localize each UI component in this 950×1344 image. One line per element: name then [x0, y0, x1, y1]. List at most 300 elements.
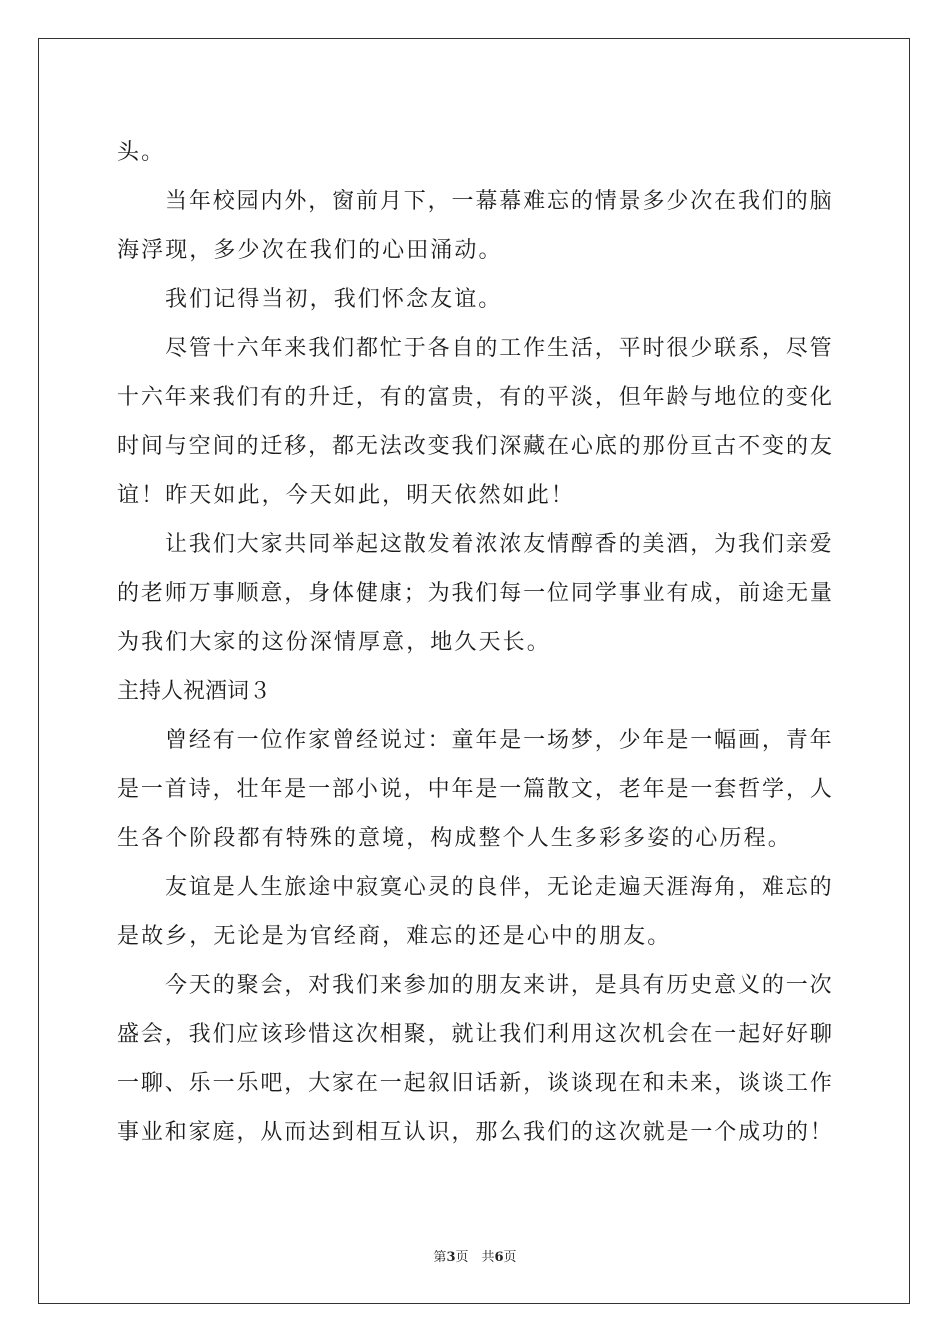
- text-char: 的: [117, 581, 140, 606]
- text-char: 一: [451, 189, 474, 214]
- text-line: [117, 765, 832, 814]
- text-char: ，: [714, 1071, 737, 1096]
- text-char: 底: [594, 434, 617, 459]
- text-char: 乐: [188, 1071, 211, 1096]
- text-char: 成: [738, 1120, 761, 1145]
- text-char: ，: [761, 336, 784, 361]
- text-char: 事: [618, 581, 641, 606]
- text-char: 情: [594, 189, 617, 214]
- text-char: 工: [499, 336, 522, 361]
- text-char: ，: [403, 777, 426, 802]
- text-char: 时: [117, 434, 140, 459]
- text-char: 加: [427, 973, 450, 998]
- text-char: ，: [284, 581, 307, 606]
- text-char: 途: [308, 875, 331, 900]
- text-line: [117, 1108, 832, 1157]
- text-char: 家: [260, 532, 283, 557]
- page-separator: 页 共: [455, 1250, 495, 1265]
- page-number-footer: [0, 1246, 950, 1265]
- text-char: 万: [188, 581, 211, 606]
- text-char: 论: [570, 875, 593, 900]
- text-char: 共: [284, 532, 307, 557]
- text-char: 次: [618, 1120, 641, 1145]
- text-line: [117, 863, 832, 912]
- text-char: 作: [809, 1071, 832, 1096]
- text-char: 经: [188, 728, 211, 753]
- text-char: 生: [260, 875, 283, 900]
- text-char: ，: [570, 973, 593, 998]
- text-char: 有: [379, 385, 402, 410]
- text-char: 一: [690, 777, 713, 802]
- text-char: 位: [547, 581, 570, 606]
- text-char: 曾: [332, 728, 355, 753]
- text-char: 着: [451, 532, 474, 557]
- text-char: 用: [570, 1022, 593, 1047]
- text-char: 系: [738, 336, 761, 361]
- text-char: 意: [714, 973, 737, 998]
- text-char: 的: [451, 973, 474, 998]
- text-char: 朋: [475, 973, 498, 998]
- text-char: 在: [547, 434, 570, 459]
- text-char: 旅: [284, 875, 307, 900]
- text-line: [117, 961, 832, 1010]
- text-line: [117, 716, 832, 765]
- text-char: 的: [785, 1120, 808, 1145]
- text-char: 场: [547, 728, 570, 753]
- text-char: 曾: [165, 728, 188, 753]
- text-char: ，: [308, 434, 331, 459]
- text-char: 篇: [523, 777, 546, 802]
- text-char: 这: [594, 1120, 617, 1145]
- text-char: 我: [308, 336, 331, 361]
- text-char: ，: [714, 581, 737, 606]
- text-char: 在: [714, 189, 737, 214]
- text-char: 业: [140, 1120, 163, 1145]
- text-line: [117, 422, 832, 471]
- text-char: ，: [164, 1022, 187, 1047]
- text-char: 我: [188, 532, 211, 557]
- text-char: 一: [690, 728, 713, 753]
- text-char: 有: [260, 385, 283, 410]
- text-char: 起: [403, 1071, 426, 1096]
- text-char: 我: [332, 973, 355, 998]
- text-char: 识: [427, 1120, 450, 1145]
- text-char: 家: [188, 1120, 211, 1145]
- text-char: 今: [165, 973, 188, 998]
- text-line: 为我们大家的这份深情厚意，地久天长。: [117, 630, 551, 655]
- text-char: 首: [164, 777, 187, 802]
- text-char: 次: [355, 1022, 378, 1047]
- text-char: 利: [547, 1022, 570, 1047]
- text-char: ，: [427, 189, 450, 214]
- text-char: ，: [738, 875, 761, 900]
- text-char: 友: [809, 434, 832, 459]
- text-char: 为: [714, 532, 737, 557]
- text-char: 空: [188, 434, 211, 459]
- text-char: 说: [379, 777, 402, 802]
- text-char: 事: [212, 581, 235, 606]
- text-char: 景: [618, 189, 641, 214]
- text-char: 业: [642, 581, 665, 606]
- text-char: 是: [212, 875, 235, 900]
- text-char: 都: [332, 434, 355, 459]
- text-char: 体: [332, 581, 355, 606]
- text-char: 醇: [570, 532, 593, 557]
- text-char: 说: [379, 728, 402, 753]
- text-char: 自: [451, 336, 474, 361]
- text-char: 的: [212, 973, 235, 998]
- text-char: 我: [212, 385, 235, 410]
- text-char: 顺: [236, 581, 259, 606]
- text-char: 惜: [308, 1022, 331, 1047]
- text-char: 与: [164, 434, 187, 459]
- text-line: [117, 324, 832, 373]
- text-line: [117, 569, 832, 618]
- text-char: ，: [523, 1071, 546, 1096]
- text-char: ；: [403, 581, 426, 606]
- text-char: 幕: [499, 189, 522, 214]
- text-char: 是: [117, 777, 140, 802]
- text-char: 每: [499, 581, 522, 606]
- text-char: 功: [762, 1120, 785, 1145]
- text-char: ，: [594, 385, 617, 410]
- text-char: 中: [427, 777, 450, 802]
- text-char: 尽: [165, 336, 188, 361]
- text-char: 一: [690, 1120, 713, 1145]
- text-char: 贵: [451, 385, 474, 410]
- text-char: 年: [188, 189, 211, 214]
- text-char: 寞: [379, 875, 402, 900]
- text-char: 不: [738, 434, 761, 459]
- text-char: 从: [260, 1120, 283, 1145]
- text-char: 学: [594, 581, 617, 606]
- text-char: 新: [499, 1071, 522, 1096]
- text-char: 成: [690, 581, 713, 606]
- text-char: 脑: [809, 189, 832, 214]
- text-char: 同: [570, 581, 593, 606]
- text-char: 师: [164, 581, 187, 606]
- text-char: 个: [714, 1120, 737, 1145]
- text-char: ，: [284, 973, 307, 998]
- text-char: 一: [785, 973, 808, 998]
- text-char: 好: [785, 1022, 808, 1047]
- text-char: 我: [523, 1120, 546, 1145]
- text-char: 我: [738, 189, 761, 214]
- text-char: 前: [738, 581, 761, 606]
- text-char: 乐: [236, 1071, 259, 1096]
- current-page-number: 3: [446, 1250, 456, 1265]
- text-char: 变: [427, 434, 450, 459]
- text-char: 十: [212, 336, 235, 361]
- text-char: 互: [379, 1120, 402, 1145]
- text-char: ，: [594, 728, 617, 753]
- text-char: 的: [618, 532, 641, 557]
- text-char: 的: [236, 434, 259, 459]
- text-char: 画: [738, 728, 761, 753]
- document-body: [117, 128, 832, 1157]
- text-char: 会: [260, 973, 283, 998]
- text-char: 健: [355, 581, 378, 606]
- text-char: 年: [260, 336, 283, 361]
- text-char: 忘: [785, 875, 808, 900]
- text-char: 的: [403, 385, 426, 410]
- text-char: ，: [761, 728, 784, 753]
- text-char: 灵: [427, 875, 450, 900]
- text-char: 来: [284, 336, 307, 361]
- text-char: 来: [523, 973, 546, 998]
- text-char: 起: [738, 1022, 761, 1047]
- text-char: 良: [475, 875, 498, 900]
- text-char: 家: [308, 728, 331, 753]
- text-char: 康: [379, 581, 402, 606]
- text-char: 的: [761, 973, 784, 998]
- text-char: 位: [260, 728, 283, 753]
- text-char: 聊: [140, 1071, 163, 1096]
- text-char: 梦: [570, 728, 593, 753]
- text-char: 心: [403, 875, 426, 900]
- text-char: 升: [308, 385, 331, 410]
- text-line: [117, 520, 832, 569]
- text-char: 认: [403, 1120, 426, 1145]
- text-line: 我们记得当初，我们怀念友谊。: [165, 287, 503, 312]
- text-char: 时: [642, 336, 665, 361]
- text-char: 人: [809, 777, 832, 802]
- text-char: 在: [618, 1071, 641, 1096]
- text-char: 我: [188, 1022, 211, 1047]
- text-char: 内: [260, 189, 283, 214]
- text-char: 聚: [236, 973, 259, 998]
- text-char: 史: [690, 973, 713, 998]
- text-char: 难: [523, 189, 546, 214]
- text-char: 校: [212, 189, 235, 214]
- text-char: 难: [761, 875, 784, 900]
- text-char: 有: [212, 728, 235, 753]
- text-char: 们: [236, 385, 259, 410]
- text-char: 一: [308, 777, 331, 802]
- text-char: 散: [547, 777, 570, 802]
- text-char: 园: [236, 189, 259, 214]
- text-char: 古: [714, 434, 737, 459]
- total-page-number: 6: [494, 1250, 504, 1265]
- text-char: 的: [451, 875, 474, 900]
- text-char: 们: [761, 532, 784, 557]
- text-char: 天: [642, 875, 665, 900]
- text-char: 们: [356, 973, 379, 998]
- text-char: 的: [284, 385, 307, 410]
- text-char: 壮: [236, 777, 259, 802]
- text-char: 一: [117, 1071, 140, 1096]
- text-char: 外: [284, 189, 307, 214]
- text-char: 让: [165, 532, 188, 557]
- text-char: 友: [165, 875, 188, 900]
- text-char: 十: [117, 385, 140, 410]
- text-char: 在: [690, 1022, 713, 1047]
- text-char: 这: [332, 1022, 355, 1047]
- text-char: 散: [403, 532, 426, 557]
- text-char: 谈: [570, 1071, 593, 1096]
- text-char: 少: [666, 189, 689, 214]
- text-char: 深: [499, 434, 522, 459]
- text-char: 化: [809, 385, 832, 410]
- text-char: 是: [594, 973, 617, 998]
- text-char: 发: [427, 532, 450, 557]
- text-char: 年: [642, 777, 665, 802]
- text-char: 会: [140, 1022, 163, 1047]
- text-char: 们: [475, 581, 498, 606]
- text-char: 浓: [475, 532, 498, 557]
- text-char: 的: [809, 875, 832, 900]
- text-char: 遍: [618, 875, 641, 900]
- text-char: 大: [236, 532, 259, 557]
- text-char: 改: [403, 434, 426, 459]
- text-line: 是故乡，无论是为官经商，难忘的还是心中的朋友。: [117, 924, 672, 949]
- text-char: 各: [427, 336, 450, 361]
- text-char: 在: [355, 1071, 378, 1096]
- text-char: 相: [355, 1120, 378, 1145]
- text-char: 亘: [690, 434, 713, 459]
- text-char: 幕: [475, 189, 498, 214]
- text-char: 一: [523, 581, 546, 606]
- text-char: 次: [690, 189, 713, 214]
- text-char: 走: [594, 875, 617, 900]
- text-char: 一: [212, 1071, 235, 1096]
- text-char: 年: [809, 728, 832, 753]
- text-char: 学: [762, 777, 785, 802]
- text-char: 我: [499, 1022, 522, 1047]
- text-char: 是: [666, 728, 689, 753]
- text-char: 量: [809, 581, 832, 606]
- text-char: 年: [475, 728, 498, 753]
- text-char: 身: [308, 581, 331, 606]
- text-char: ，: [284, 1071, 307, 1096]
- text-char: 作: [284, 728, 307, 753]
- text-char: 一: [714, 1022, 737, 1047]
- text-char: ，: [785, 777, 808, 802]
- text-char: 间: [140, 434, 163, 459]
- text-char: 下: [403, 189, 426, 214]
- text-char: 哲: [738, 777, 761, 802]
- text-char: 伴: [499, 875, 522, 900]
- text-char: 庭: [212, 1120, 235, 1145]
- text-char: 一: [379, 1071, 402, 1096]
- text-char: 应: [236, 1022, 259, 1047]
- text-char: 寂: [356, 875, 379, 900]
- text-char: 年: [642, 385, 665, 410]
- text-char: 香: [594, 532, 617, 557]
- text-char: 月: [379, 189, 402, 214]
- text-char: 途: [762, 581, 785, 606]
- text-char: 谊: [188, 875, 211, 900]
- text-char: ，: [523, 875, 546, 900]
- text-char: 大: [308, 1071, 331, 1096]
- text-char: 少: [618, 728, 641, 753]
- text-char: 爱: [809, 532, 832, 557]
- text-char: 亲: [785, 532, 808, 557]
- text-char: 的: [523, 385, 546, 410]
- text-char: 我: [451, 434, 474, 459]
- text-char: 是: [666, 777, 689, 802]
- text-char: 管: [188, 336, 211, 361]
- text-char: 让: [475, 1022, 498, 1047]
- text-char: 一: [140, 777, 163, 802]
- text-char: 们: [523, 1022, 546, 1047]
- text-char: 套: [714, 777, 737, 802]
- text-line: 生各个阶段都有特殊的意境，构成整个人生多彩多姿的心历程。: [117, 826, 792, 851]
- text-char: 老: [618, 777, 641, 802]
- text-char: 到: [332, 1120, 355, 1145]
- text-char: 份: [666, 434, 689, 459]
- text-char: 盛: [117, 1022, 140, 1047]
- text-char: 我: [738, 532, 761, 557]
- page-prefix: 第: [433, 1250, 447, 1265]
- text-char: 迁: [332, 385, 355, 410]
- text-char: 吧: [260, 1071, 283, 1096]
- text-char: 地: [714, 385, 737, 410]
- text-char: ：: [427, 728, 450, 753]
- text-char: 作: [523, 336, 546, 361]
- text-char: 聚: [403, 1022, 426, 1047]
- text-char: 我: [451, 581, 474, 606]
- text-char: 就: [642, 1120, 665, 1145]
- text-char: 和: [642, 1071, 665, 1096]
- text-char: 家: [332, 1071, 355, 1096]
- text-char: 忙: [379, 336, 402, 361]
- text-char: 情: [547, 532, 570, 557]
- text-char: 对: [308, 973, 331, 998]
- text-char: 谈: [738, 1071, 761, 1096]
- text-char: 无: [547, 875, 570, 900]
- text-line: [117, 1010, 832, 1059]
- text-char: 活: [570, 336, 593, 361]
- text-char: 达: [308, 1120, 331, 1145]
- text-char: 工: [785, 1071, 808, 1096]
- text-char: 淡: [570, 385, 593, 410]
- text-char: 天: [188, 973, 211, 998]
- text-char: 们: [332, 336, 355, 361]
- text-char: 一: [236, 728, 259, 753]
- text-line: [117, 1059, 832, 1108]
- text-char: 们: [212, 532, 235, 557]
- text-char: 平: [618, 336, 641, 361]
- text-char: 无: [785, 581, 808, 606]
- text-char: 会: [666, 1022, 689, 1047]
- text-char: 是: [475, 777, 498, 802]
- text-char: 的: [475, 336, 498, 361]
- text-char: 的: [570, 189, 593, 214]
- text-char: ，: [236, 1120, 259, 1145]
- text-char: 人: [236, 875, 259, 900]
- text-char: 该: [260, 1022, 283, 1047]
- text-char: 与: [690, 385, 713, 410]
- text-char: 谈: [547, 1071, 570, 1096]
- text-char: 幅: [714, 728, 737, 753]
- text-char: 海: [690, 875, 713, 900]
- text-char: 么: [499, 1120, 522, 1145]
- text-char: 起: [356, 532, 379, 557]
- text-char: ，: [308, 189, 331, 214]
- text-char: 机: [642, 1022, 665, 1047]
- text-char: 谈: [762, 1071, 785, 1096]
- text-char: 浓: [499, 532, 522, 557]
- text-line: [117, 177, 832, 226]
- text-char: 这: [594, 1022, 617, 1047]
- text-char: 有: [642, 973, 665, 998]
- text-char: ，: [594, 777, 617, 802]
- text-char: 少: [690, 336, 713, 361]
- text-char: 过: [403, 728, 426, 753]
- text-char: 富: [427, 385, 450, 410]
- text-char: 小: [355, 777, 378, 802]
